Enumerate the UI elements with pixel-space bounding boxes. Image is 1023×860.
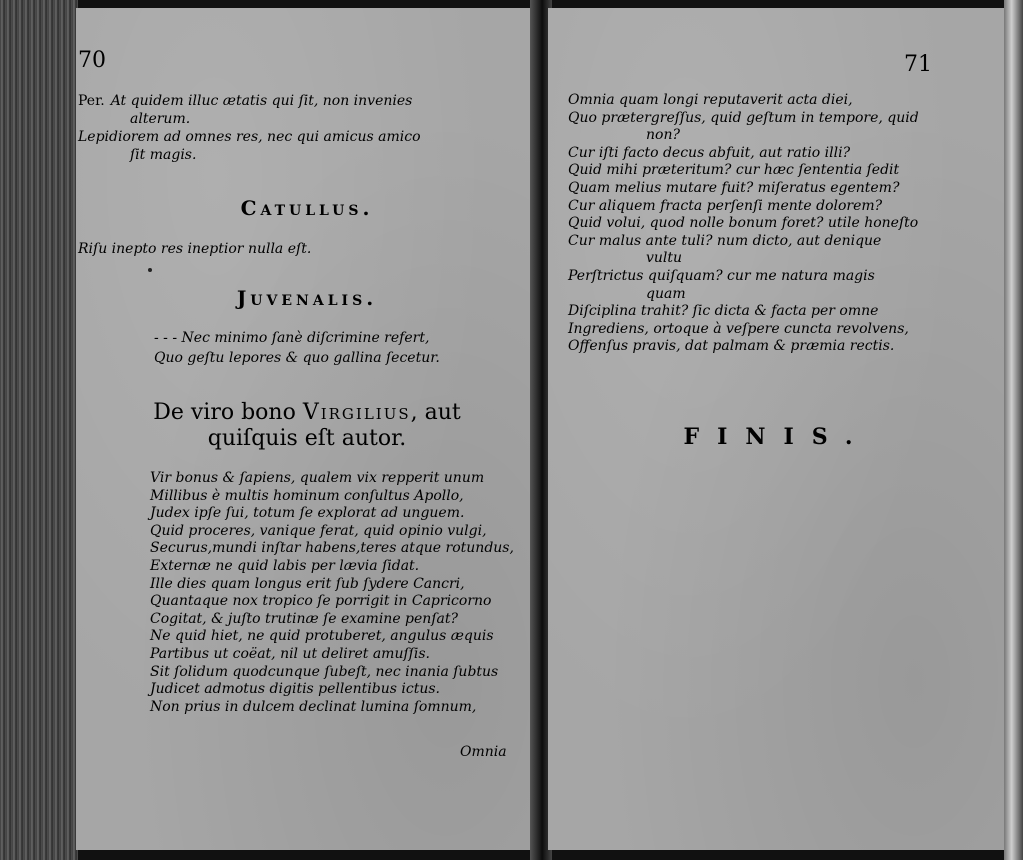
poem-line: Partibus ut coëat, nil ut deliret amuſſis.: [150, 645, 430, 662]
poem-line: Non prius in dulcem declinat lumina ſomnum,: [150, 698, 477, 715]
poem-line: Quantaque nox tropico ſe porrigit in Capricorno: [150, 593, 492, 610]
ink-spot: [148, 268, 152, 272]
juvenalis-line: Quo geſtu lepores & quo gallina ſecetur.: [154, 350, 440, 366]
poem-line: Ille dies quam longus erit ſub ſydere Cancri,: [150, 575, 465, 592]
poem-line: Quid proceres, vanique ferat, quid opinio vulgi,: [150, 522, 487, 539]
poem-line: vultu: [646, 250, 683, 267]
poem-line: Ne quid hiet, ne quid protuberet, angulus æquis: [150, 628, 494, 645]
left-page-number: 70: [78, 48, 106, 73]
poem-line: Cogitat, & juſto trutinæ ſe examine penſat?: [150, 610, 458, 627]
intro-line: alterum.: [130, 111, 191, 127]
catullus-line: Riſu inepto res ineptior nulla eſt.: [78, 241, 312, 257]
page-edges-left: [0, 0, 78, 860]
intro-line: Lepidiorem ad omnes res, nec qui amicus amico: [78, 129, 421, 145]
poem-line: Judicet admotus digitis pellentibus ictus.: [150, 681, 440, 698]
poem-line: Sit ſolidum quodcunque ſubeſt, nec inania ſubtus: [150, 663, 499, 680]
catchword: Omnia: [460, 744, 507, 760]
catullus-quote: [78, 240, 518, 258]
speaker-label: Per.: [78, 93, 105, 109]
section-heading-line-2: quiſquis eſt autor.: [207, 426, 407, 451]
juvenalis-quote: [76, 328, 536, 368]
poem-line: Externæ ne quid labis per lævia ſidat.: [150, 557, 420, 574]
poem-line: Offenſus pravis, dat palmam & præmia rectis.: [568, 338, 895, 355]
intro-line: At quidem illuc ætatis qui ſit, non invenies: [110, 93, 413, 109]
poem-line: Perſtrictus quiſquam? cur me natura magis: [568, 267, 875, 284]
heading-catullus: Catullus.: [240, 196, 374, 220]
poem-line: Quid volui, quod nolle bonum foret? utile honeſto: [568, 215, 919, 232]
poem-line: Quid mihi præteritum? cur hæc ſententia ſedit: [568, 162, 900, 179]
finis-heading: FINIS.: [683, 424, 871, 450]
poem-line: Quam melius mutare fuit? miſeratus egentem?: [568, 179, 900, 196]
poem-line: Judex ipſe ſui, totum ſe explorat ad unguem.: [150, 505, 465, 522]
poem-line: Securus,mundi inſtar habens,teres atque rotundus,: [150, 540, 514, 557]
poem-line: Quo prætergreſſus, quid geſtum in tempore, quid: [568, 109, 919, 126]
section-heading: [76, 400, 538, 452]
poem-continuation: [568, 92, 938, 356]
intro-dialogue: [78, 92, 518, 164]
juvenalis-line: - - - Nec minimo ſanè diſcrimine refert,: [154, 330, 430, 346]
poem-line: Diſciplina trahit? ſic dicta & facta per omne: [568, 303, 879, 320]
poem-line: Cur aliquem fracta perſenſi mente dolorem?: [568, 197, 883, 214]
poem-line: non?: [646, 127, 680, 144]
heading-juvenalis: Juvenalis.: [236, 286, 378, 310]
poem-line: Vir bonus & ſapiens, qualem vix repperit unum: [150, 470, 485, 486]
section-heading-line-1: De viro bono Virgilius, aut: [153, 400, 461, 425]
poem-line: Ingrediens, ortoque à veſpere cuncta revolvens,: [568, 320, 909, 337]
poem-line: Millibus è multis hominum conſultus Apollo,: [150, 487, 464, 504]
page-edges-right: [1004, 0, 1023, 860]
poem-line: Cur iſti facto decus abfuit, aut ratio illi?: [568, 144, 851, 161]
poem-line: Omnia quam longi reputaverit acta diei,: [568, 92, 853, 108]
intro-line: ſit magis.: [130, 147, 197, 163]
poem-line: quam: [646, 285, 686, 302]
right-page-number: 71: [904, 52, 932, 77]
poem-vir-bonus: [150, 470, 520, 716]
poem-line: Cur malus ante tuli? num dicto, aut denique: [568, 232, 882, 249]
